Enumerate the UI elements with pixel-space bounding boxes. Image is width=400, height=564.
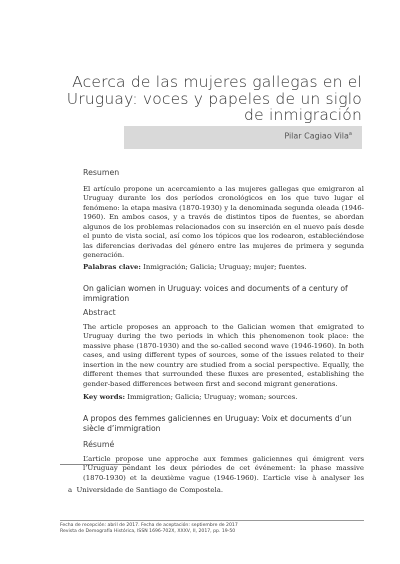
title-line: de inmigración: [244, 106, 362, 124]
keywords-values: Inmigración; Galicia; Uruguay; mujer; fuentes.: [143, 263, 307, 271]
english-title: On galician women in Uruguay: voices and documents of a century of immigration: [83, 284, 348, 303]
abstract-heading: Abstract: [83, 308, 116, 317]
abstract-keywords: [83, 393, 364, 401]
abstract-text: The article proposes an approach to the Galician women that emigrated to Uruguay during the two periods in which this phenomenon took place: the massive phase (1870-1930) and the so-called second wave (1946-1960). In both cases, and using different types of sources, some of the issues related to their insertion in the new country are studied from a social perspective. Equally, the different themes that surrounded these fluxes are presented, establishing the gender-based differences between first and second migrant generations.: [83, 323, 364, 388]
resumen-keywords: [83, 263, 364, 271]
resume-heading: Résumé: [83, 440, 115, 449]
footnote-rule: [60, 464, 130, 465]
keywords-label: Palabras clave:: [83, 263, 141, 271]
resumen-text: El artículo propone un acercamiento a las mujeres gallegas que emigraron al Uruguay durante los dos períodos cronológicos en los que tuvo lugar el fenómeno: la etapa masiva (1870-1930) y la denominada segunda oleada (1946-1960). En ambos casos, y a través de distintos tipos de fuentes, se abordan algunos de los problemas relacionados con su inserción en el nuevo país desde el punto de vista social, así como los tópicos que los rodearon, estableciéndose las diferencias derivadas del género entre las mujeres de primera y segunda generación.: [83, 185, 364, 260]
footnote: [68, 486, 223, 494]
bottom-rule: [60, 520, 364, 521]
french-title: A propos des femmes galiciennes en Uruguay: Voix et documents d’un siècle d’immigration: [83, 414, 352, 433]
keywords-values: Immigration; Galicia; Uruguay; woman; sources.: [127, 393, 298, 401]
article-title: [60, 74, 362, 124]
author-affiliation-mark: a: [348, 131, 352, 137]
footnote-text: Universidade de Santiago de Compostela.: [76, 486, 224, 494]
title-line: Uruguay: voces y papeles de un siglo: [66, 89, 362, 108]
title-line: Acerca de las mujeres gallegas en el: [72, 73, 362, 91]
resume-text: L’article propose une approche aux femmes galiciennes qui émigrent vers l’Uruguay pendant les deux périodes de cet événement: la phase massive (1870-1930) et la deuxième vague (1946-1960). L’article vise à analyser les: [83, 455, 364, 482]
footnote-mark: a: [68, 486, 73, 494]
journal-citation: Revista de Demografía Histórica, ISSN 1696-702X, XXXV, II, 2017, pp. 19-50: [60, 529, 236, 534]
resumen-heading: Resumen: [83, 168, 120, 177]
submission-dates: Fecha de recepción: abril de 2017. Fecha de aceptación: septiembre de 2017: [60, 523, 238, 528]
author-name: Pilar Cagiao Vila$^a$: [284, 131, 352, 141]
keywords-label: Key words:: [83, 393, 126, 401]
